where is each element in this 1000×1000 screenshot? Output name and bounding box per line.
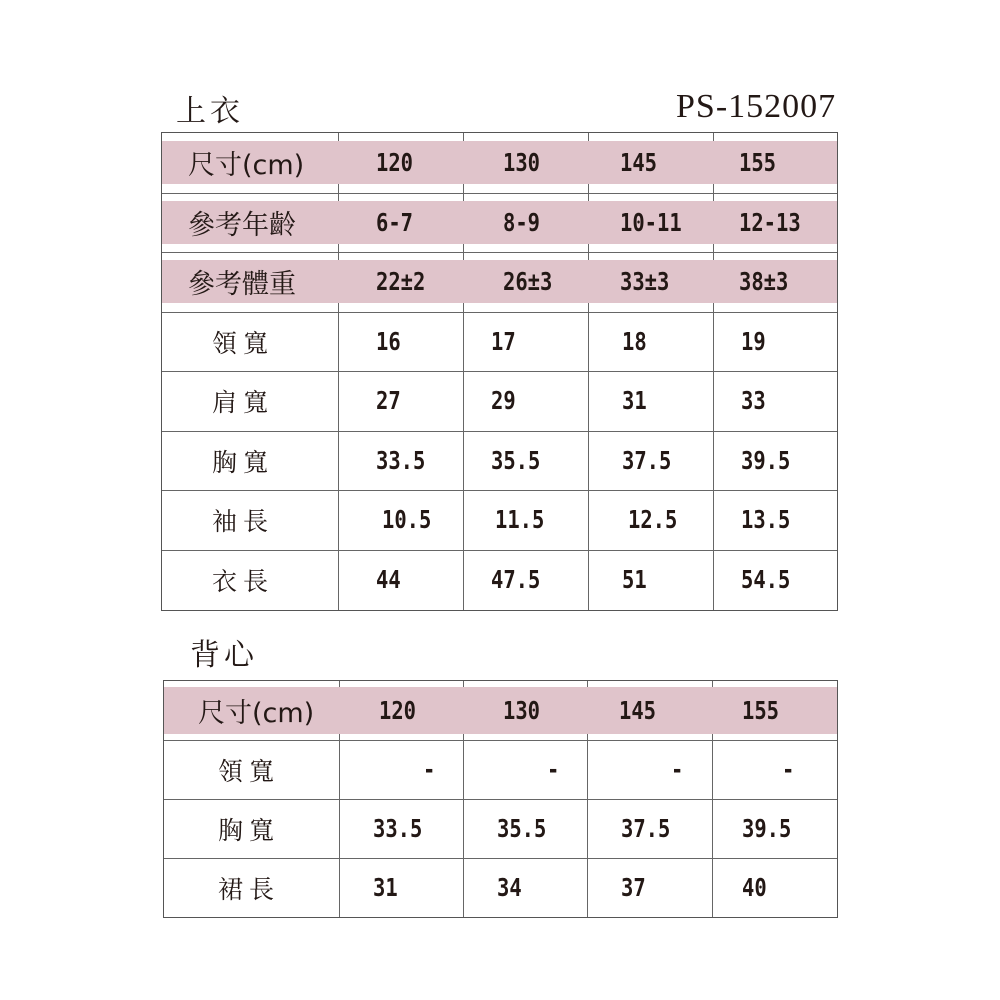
value-cell: 26±3 [503, 267, 553, 296]
value-cell: 33.5 [376, 446, 426, 475]
value-cell: 33.5 [373, 814, 423, 843]
header-row [162, 193, 837, 252]
row-label: 裙長 [218, 874, 281, 904]
table-row [164, 858, 837, 917]
row-label: 胸寬 [212, 447, 275, 477]
value-cell: 31 [622, 386, 647, 415]
value-cell: 18 [622, 327, 647, 356]
value-cell: 12-13 [739, 208, 801, 237]
value-cell: 145 [620, 148, 658, 177]
top-size-table [161, 132, 838, 611]
value-cell: 44 [376, 565, 401, 594]
value-cell: 54.5 [741, 565, 791, 594]
table-row [162, 550, 837, 609]
product-code: PS-152007 [676, 88, 837, 125]
value-cell: 35.5 [491, 446, 541, 475]
value-cell: 27 [376, 386, 401, 415]
value-cell: 37 [621, 873, 646, 902]
table-row [162, 312, 837, 371]
value-cell: 29 [491, 386, 516, 415]
value-cell: 6-7 [376, 208, 414, 237]
value-cell: 145 [619, 696, 657, 725]
value-cell: 33±3 [620, 267, 670, 296]
value-cell: - [671, 755, 684, 784]
value-cell: 39.5 [741, 446, 791, 475]
row-label: 衣長 [212, 566, 275, 596]
value-cell: 37.5 [621, 814, 671, 843]
value-cell: 10.5 [382, 505, 432, 534]
value-cell: 33 [741, 386, 766, 415]
value-cell: - [423, 755, 436, 784]
value-cell: 34 [497, 873, 522, 902]
table-row [164, 799, 837, 858]
vest-size-table [163, 680, 838, 918]
header-label: 尺寸(cm) [188, 150, 305, 181]
header-label: 參考年齡 [188, 210, 296, 241]
top-section-title: 上衣 [176, 94, 244, 129]
value-cell: 31 [373, 873, 398, 902]
value-cell: 40 [742, 873, 767, 902]
value-cell: - [547, 755, 560, 784]
value-cell: 39.5 [742, 814, 792, 843]
value-cell: 37.5 [622, 446, 672, 475]
value-cell: 19 [741, 327, 766, 356]
value-cell: 12.5 [628, 505, 678, 534]
header-row [164, 681, 837, 740]
value-cell: 17 [491, 327, 516, 356]
row-label: 胸寬 [218, 815, 281, 845]
row-label: 肩寬 [212, 387, 275, 417]
value-cell: 130 [503, 148, 541, 177]
header-row [162, 133, 837, 192]
table-row [162, 431, 837, 490]
value-cell: 51 [622, 565, 647, 594]
value-cell: 13.5 [741, 505, 791, 534]
value-cell: 10-11 [620, 208, 682, 237]
header-label: 尺寸(cm) [198, 698, 315, 729]
value-cell: 155 [742, 696, 780, 725]
header-row [162, 252, 837, 311]
value-cell: 120 [379, 696, 417, 725]
value-cell: 130 [503, 696, 541, 725]
table-row [162, 371, 837, 430]
row-label: 領寬 [218, 756, 281, 786]
value-cell: 16 [376, 327, 401, 356]
value-cell: 155 [739, 148, 777, 177]
table-row [164, 740, 837, 799]
value-cell: 35.5 [497, 814, 547, 843]
row-label: 袖長 [212, 506, 275, 536]
row-label: 領寬 [212, 328, 275, 358]
value-cell: 38±3 [739, 267, 789, 296]
header-label: 參考體重 [188, 269, 296, 300]
value-cell: 8-9 [503, 208, 541, 237]
value-cell: 120 [376, 148, 414, 177]
value-cell: 47.5 [491, 565, 541, 594]
value-cell: 22±2 [376, 267, 426, 296]
table-row [162, 490, 837, 549]
vest-section-title: 背心 [190, 638, 258, 673]
value-cell: - [782, 755, 795, 784]
value-cell: 11.5 [495, 505, 545, 534]
